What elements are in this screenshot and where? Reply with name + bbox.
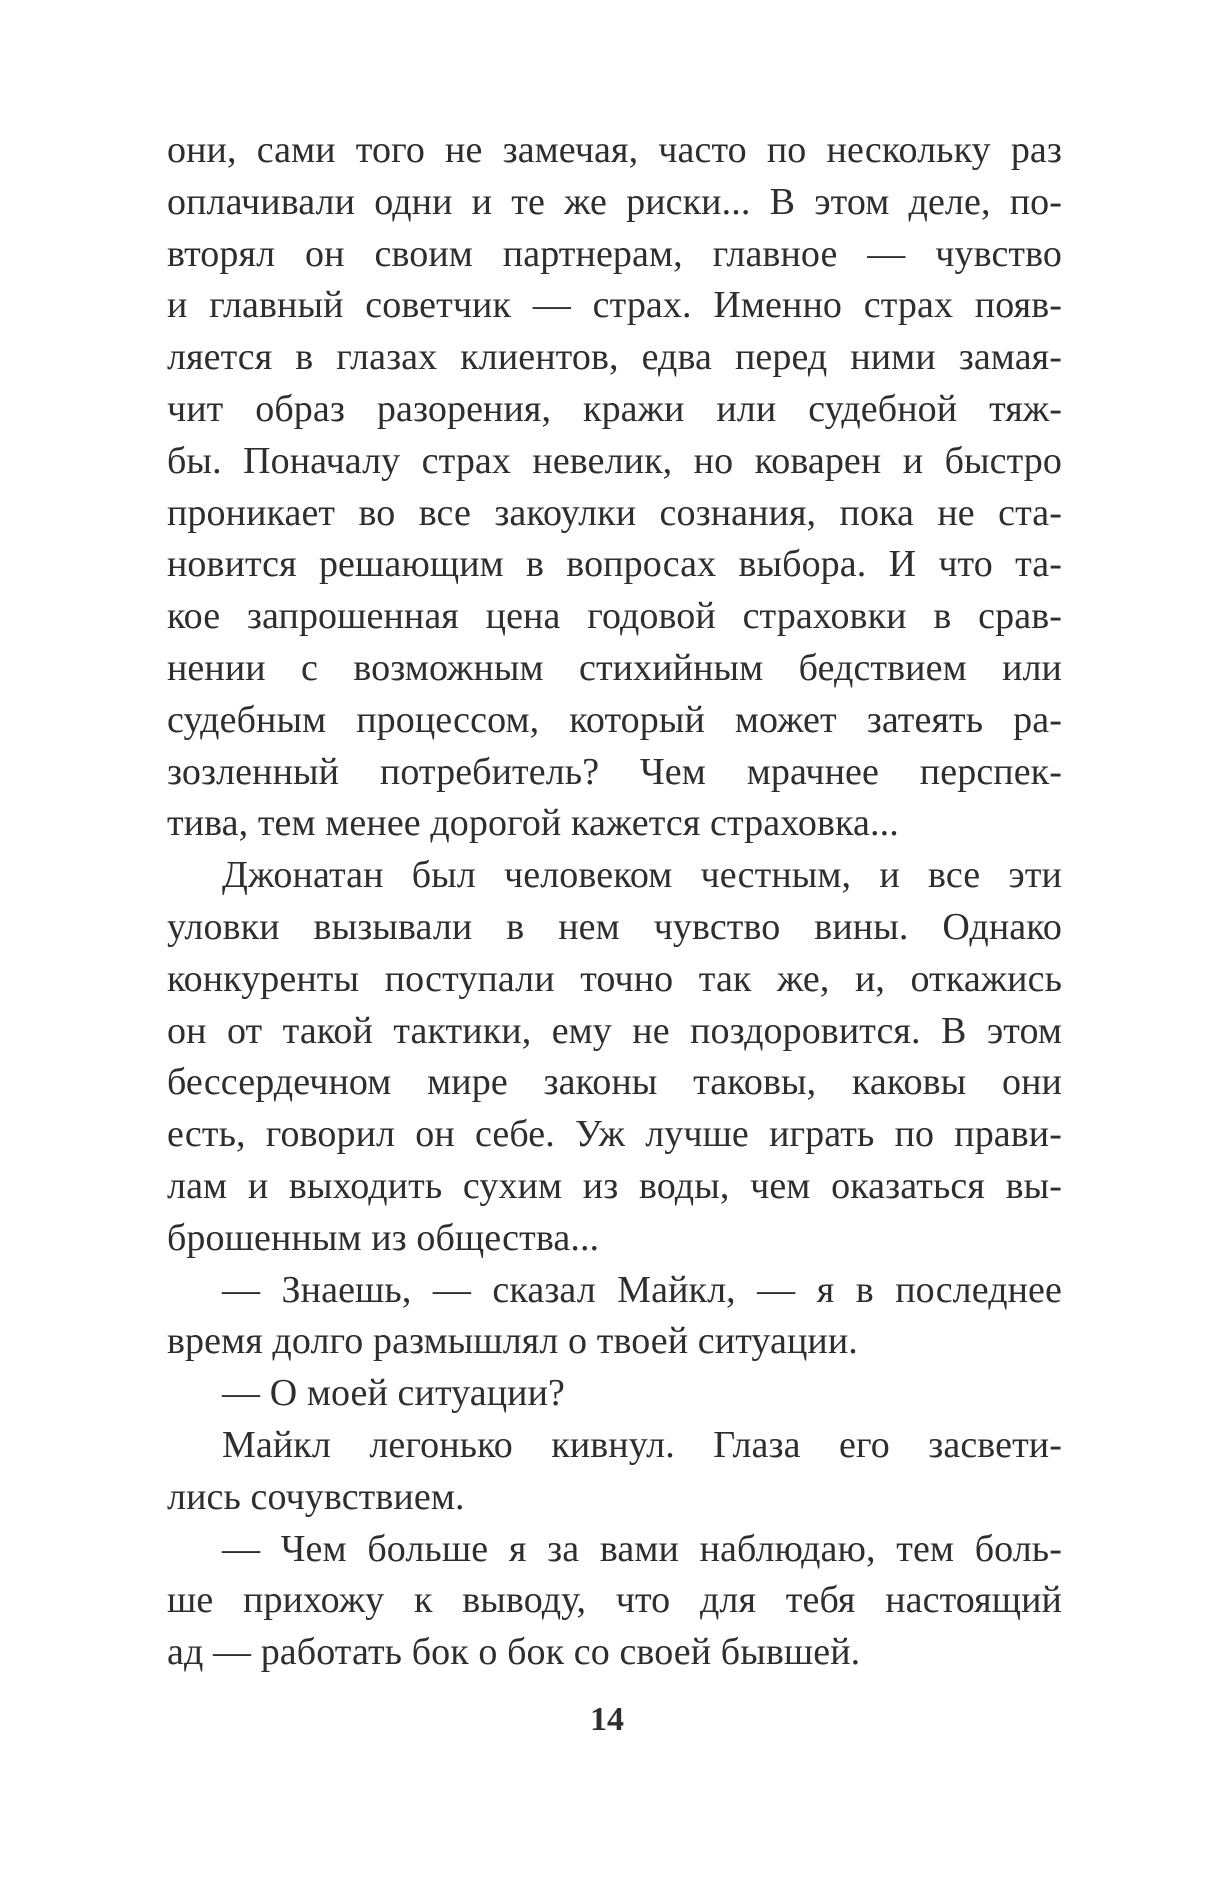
text-line: Джонатан был человеком честным, и все эти bbox=[222, 854, 1062, 897]
text-line: оплачивали одни и те же риски... В этом деле, по- bbox=[167, 180, 1062, 223]
text-line: ше прихожу к выводу, что для тебя настоящий bbox=[167, 1579, 1062, 1622]
text-line: — Чем больше я за вами наблюдаю, тем боль- bbox=[222, 1527, 1062, 1570]
text-line: бы. Поначалу страх невелик, но коварен и быстро bbox=[167, 439, 1062, 482]
text-line: ад — работать бок о бок со своей бывшей. bbox=[167, 1631, 861, 1674]
text-line: зозленный потребитель? Чем мрачнее перспек- bbox=[167, 750, 1062, 793]
text-line: проникает во все закоулки сознания, пока не ста- bbox=[167, 491, 1062, 534]
text-line: лам и выходить сухим из воды, чем оказаться вы- bbox=[167, 1164, 1062, 1207]
text-line: чит образ разорения, кражи или судебной тяж- bbox=[167, 387, 1062, 430]
text-line: конкуренты поступали точно так же, и, откажись bbox=[167, 957, 1062, 1000]
text-line: ляется в глазах клиентов, едва перед ними замая- bbox=[167, 336, 1062, 379]
text-line: уловки вызывали в нем чувство вины. Однако bbox=[167, 905, 1062, 948]
page-number: 14 bbox=[590, 1701, 624, 1738]
text-line: нении с возможным стихийным бедствием или bbox=[167, 646, 1062, 689]
text-line: — О моей ситуации? bbox=[222, 1372, 566, 1415]
text-line: кое запрошенная цена годовой страховки в срав- bbox=[167, 595, 1062, 638]
text-line: вторял он своим партнерам, главное — чувство bbox=[167, 232, 1062, 275]
text-line: — Знаешь, — сказал Майкл, — я в последнее bbox=[222, 1268, 1062, 1311]
text-line: бессердечном мире законы таковы, каковы они bbox=[167, 1061, 1062, 1104]
text-line: новится решающим в вопросах выбора. И что та- bbox=[167, 543, 1062, 586]
text-line: судебным процессом, который может затеять ра- bbox=[167, 698, 1062, 741]
text-line: есть, говорил он себе. Уж лучше играть по прави- bbox=[167, 1113, 1062, 1156]
text-line: тива, тем менее дорогой кажется страховка... bbox=[167, 802, 899, 845]
text-line: он от такой тактики, ему не поздоровится. В этом bbox=[167, 1009, 1062, 1052]
text-line: они, сами того не замечая, часто по нескольку раз bbox=[167, 129, 1062, 171]
text-line: время долго размышлял о твоей ситуации. bbox=[167, 1320, 858, 1363]
text-line: и главный советчик — страх. Именно страх появ- bbox=[167, 284, 1062, 327]
text-line: Майкл легонько кивнул. Глаза его засвети- bbox=[222, 1423, 1062, 1466]
text-line: брошенным из общества... bbox=[167, 1216, 600, 1259]
text-line: лись сочувствием. bbox=[167, 1475, 465, 1518]
body-text bbox=[167, 125, 1062, 1679]
